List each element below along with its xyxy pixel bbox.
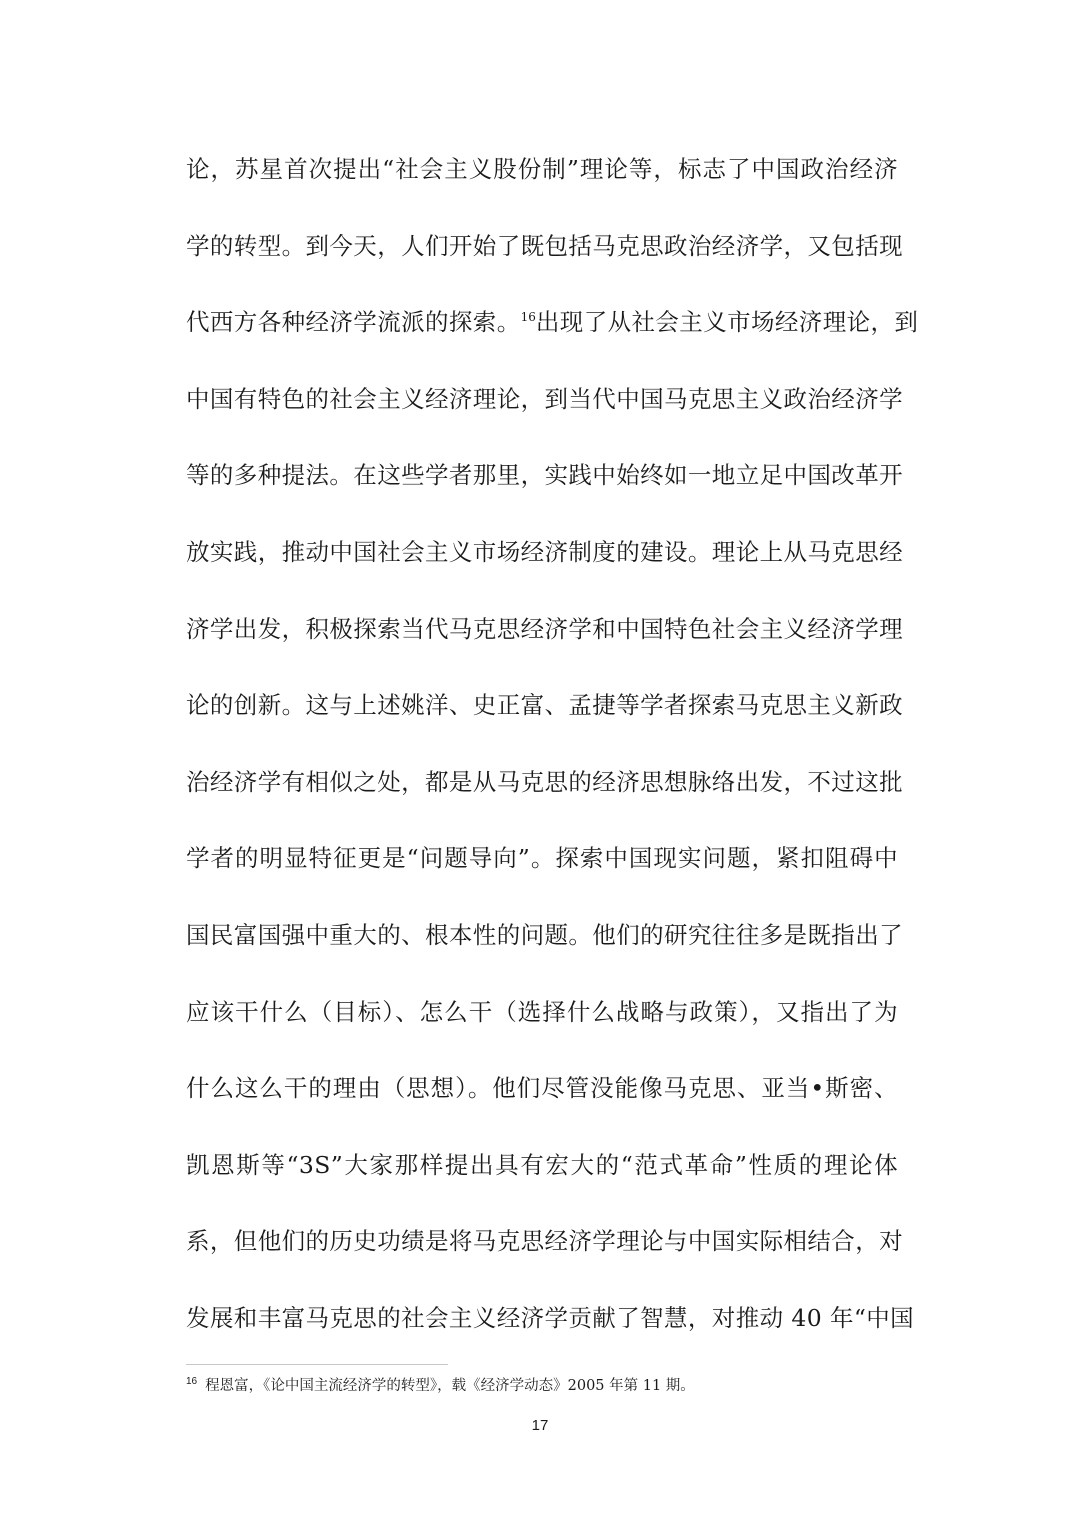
body-line: 治经济学有相似之处，都是从马克思的经济思想脉络出发，不过这批 xyxy=(186,767,903,796)
footnote xyxy=(186,1375,898,1397)
footnote-reference[interactable]: 16 xyxy=(520,310,536,325)
body-line: 学的转型。到今天，人们开始了既包括马克思政治经济学，又包括现 xyxy=(186,231,903,260)
footnote-mark: 16 xyxy=(186,1376,198,1388)
body-line: 什么这么干的理由（思想）。他们尽管没能像马克思、亚当•斯密、 xyxy=(186,1074,898,1103)
body-line: 国民富国强中重大的、根本性的问题。他们的研究往往多是既指出了 xyxy=(186,920,903,949)
body-line: 放实践，推动中国社会主义市场经济制度的建设。理论上从马克思经 xyxy=(186,537,903,566)
footnote-divider xyxy=(186,1364,448,1365)
body-line: 凯恩斯等“3S”大家那样提出具有宏大的“范式革命”性质的理论体 xyxy=(186,1150,898,1179)
body-line: 论的创新。这与上述姚洋、史正富、孟捷等学者探索马克思主义新政 xyxy=(186,691,903,720)
body-line: 学者的明显特征更是“问题导向”。探索中国现实问题，紧扣阻碍中 xyxy=(186,844,898,873)
page-number: 17 xyxy=(531,1417,549,1434)
body-line-with-footnote-ref xyxy=(186,291,919,368)
body-line: 济学出发，积极探索当代马克思经济学和中国特色社会主义经济学理 xyxy=(186,614,903,643)
body-line-segment: 出现了从社会主义市场经济理论，到 xyxy=(535,308,919,337)
body-line: 系，但他们的历史功绩是将马克思经济学理论与中国实际相结合，对 xyxy=(186,1227,903,1256)
body-line: 发展和丰富马克思的社会主义经济学贡献了智慧，对推动 40 年“中国 xyxy=(186,1303,915,1332)
body-line: 论，苏星首次提出“社会主义股份制”理论等，标志了中国政治经济 xyxy=(186,155,898,183)
body-line: 等的多种提法。在这些学者那里，实践中始终如一地立足中国改革开 xyxy=(186,461,903,490)
body-line-segment: 代西方各种经济学流派的探索。 xyxy=(186,308,521,337)
body-line: 中国有特色的社会主义经济理论，到当代中国马克思主义政治经济学 xyxy=(186,384,903,413)
footnote-text: 程恩富，《论中国主流经济学的转型》，载《经济学动态》2005 年第 11 期。 xyxy=(205,1378,695,1394)
body-text xyxy=(186,138,919,1364)
body-line: 应该干什么（目标）、怎么干（选择什么战略与政策），又指出了为 xyxy=(186,997,898,1026)
